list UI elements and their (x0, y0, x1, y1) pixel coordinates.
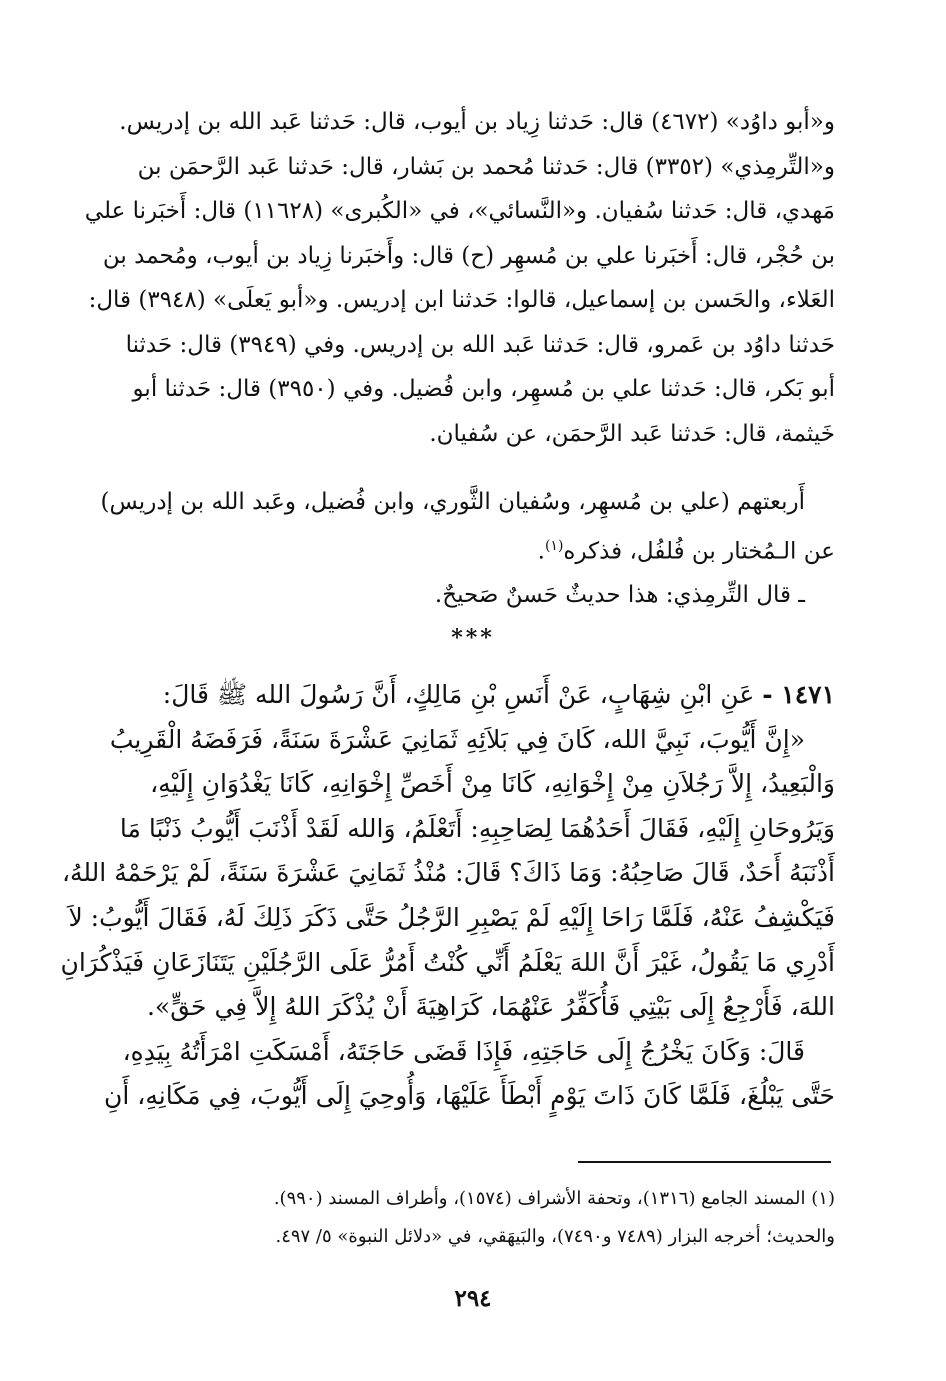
footnote-line: والحديث؛ أخرجه البزار (٧٤٨٩ و٧٤٩٠)، والبَيهَقي، في «دلائل النبوة» ٥/ ٤٩٧. (275, 1226, 835, 1247)
isnad-line: بن حُجْر، قال: أَخبَرنا علي بن مُسهِر (ح) قال: وأَخبَرنا زِياد بن أيوب، ومُحمد بن (102, 242, 835, 269)
narrators-line: عن الـمُختار بن فُلفُل، فذكره$^{(١)}$. (537, 538, 835, 565)
hadith-opening-line (115, 673, 835, 718)
isnad-line: و«أبو داوُد» (٤٦٧٢) قال: حَدثنا زِياد بن أيوب، قال: حَدثنا عَبد الله بن إدريس. (119, 109, 835, 135)
hadith-number: ١٤٧١ - (762, 680, 835, 709)
footnote-line: (١) المسند الجامع (١٣١٦)، وتحفة الأشراف (١٥٧٤)، وأطراف المسند (٩٩٠). (273, 1188, 835, 1209)
footnote-reference[interactable]: (١) (544, 538, 564, 554)
hadith-line: قَالَ: وَكَانَ يَخْرُجُ إِلَى حَاجَتِهِ، فَإِذَا قَضَى حَاجَتَهُ، أَمْسَكَتِ امْرَأَتُهُ بِيَدِهِ، (122, 1036, 805, 1066)
isnad-line: خَيثمة، قال: حَدثنا عَبد الرَّحمَن، عن سُفيان. (429, 420, 835, 447)
hadith-line: اللهَ، فَأَرْجِعُ إِلَى بَيْتِي فَأُكَفِّرُ عَنْهُمَا، كَرَاهِيَةَ أَنْ يُذْكَرَ اللهُ إِلاَّ فِي حَقٍّ». (146, 992, 835, 1022)
hadith-line: حَتَّى يَبْلُغَ، فَلَمَّا كَانَ ذَاتَ يَوْمٍ أَبْطَأَ عَلَيْهَا، وَأُوحِيَ إِلَى أَيُّوبَ، فِي مَكَانِهِ، أَنِ (104, 1081, 835, 1111)
narrators-line: أَربعتهم (علي بن مُسهِر، وسُفيان الثَّوري، وابن فُضيل، وعَبد الله بن إدريس) (100, 489, 805, 515)
isnad-line: أبو بَكر، قال: حَدثنا علي بن مُسهِر، وابن فُضيل. وفي (٣٩٥٠) قال: حَدثنا أبو (132, 376, 835, 402)
isnad-line: و«التِّرمِذي» (٣٣٥٢) قال: حَدثنا مُحمد بن بَشار، قال: حَدثنا عَبد الرَّحمَن بن (137, 153, 835, 180)
hadith-line: أَذْنَبَهُ أَحَدٌ، قَالَ صَاحِبُهُ: وَمَا ذَاكَ؟ قَالَ: مُنْذُ ثَمَانِيَ عَشْرَةَ سَنَةً، لَمْ يَرْحَمْهُ اللهُ، (61, 858, 835, 888)
hadith-line: أَدْرِي مَا يَقُولُ، غَيْرَ أَنَّ اللهَ يَعْلَمُ أَنِّي كُنْتُ أَمُرُّ عَلَى الرَّجُلَيْنِ يَتَنَازَعَانِ فَيَذْكُرَانِ (60, 947, 835, 977)
hadith-line: عَنِ ابْنِ شِهَابٍ، عَنْ أَنَسِ بْنِ مَالِكٍ، أَنَّ رَسُولَ الله ﷺ قَالَ: (162, 680, 755, 709)
isnad-line: حَدثنا داوُد بن عَمرو، قال: حَدثنا عَبد الله بن إدريس. وفي (٣٩٤٩) قال: حَدثنا (125, 331, 835, 358)
narrators-paragraph (100, 480, 835, 574)
isnad-line: مَهدي، قال: حَدثنا سُفيان. و«النَّسائي»، في «الكُبرى» (١١٦٢٨) قال: أَخبَرنا علي (84, 198, 835, 224)
footnote-divider (578, 1161, 831, 1163)
page-number: ٢٩٤ (454, 1285, 492, 1312)
hadith-line: فَيَكْشِفُ عَنْهُ، فَلَمَّا رَاحَا إِلَيْهِ لَمْ يَصْبِرِ الرَّجُلُ حَتَّى ذَكَرَ ذَلِكَ لَهُ، فَقَالَ أَيُّوبُ: لاَ (68, 902, 835, 932)
hadith-text (60, 673, 835, 1119)
footnotes (115, 1180, 835, 1256)
section-separator: *** (451, 625, 495, 651)
tirmidhi-verdict: ـ قال التِّرمِذي: هذا حديثٌ حَسنٌ صَحيحٌ. (434, 582, 805, 608)
isnad-line: العَلاء، والحَسن بن إسماعيل، قالوا: حَدثنا ابن إدريس. و«أبو يَعلَى» (٣٩٤٨) قال: (88, 287, 835, 313)
hadith-line: وَالْبَعِيدُ، إِلاَّ رَجُلاَنِ مِنْ إِخْوَانِهِ، كَانَا مِنْ أَخَصِّ إِخْوَانِهِ، كَانَا يَغْدُوَانِ إِلَيْهِ، (150, 769, 835, 799)
hadith-line: وَيَرُوحَانِ إِلَيْهِ، فَقَالَ أَحَدُهُمَا لِصَاحِبِهِ: أَتَعْلَمُ، وَالله لَقَدْ أَذْنَبَ أَيُّوبُ ذَنْبًا مَا (119, 813, 835, 843)
hadith-line: «إِنَّ أَيُّوبَ، نَبِيَّ الله، كَانَ فِي بَلاَئِهِ ثَمَانِيَ عَشْرَةَ سَنَةً، فَرَفَضَهُ الْقَرِيبُ (109, 724, 805, 754)
narrators-line-text: عن الـمُختار بن فُلفُل، فذكره (563, 538, 835, 565)
isnad-paragraph (84, 100, 835, 456)
